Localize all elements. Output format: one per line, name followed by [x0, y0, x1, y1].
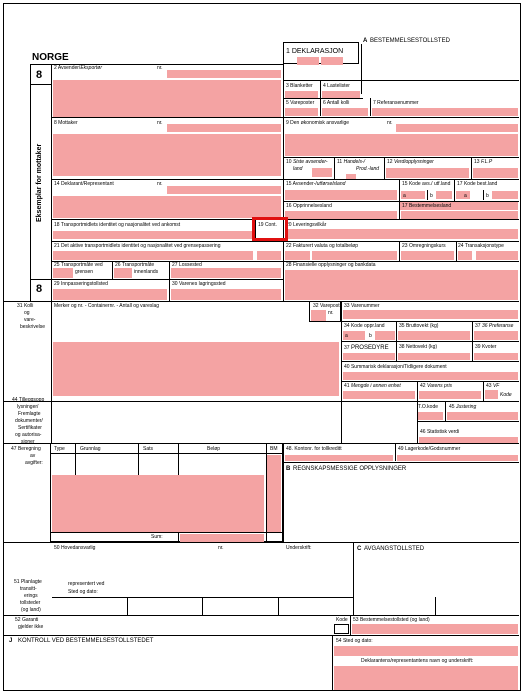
adjustment-num: 45: [449, 404, 456, 410]
divider: [399, 179, 400, 201]
warehouse-code-label: 49 Lagerkode/Godsnummer: [398, 446, 461, 452]
departure-office-label: AVGANGSTOLLSTED: [364, 546, 425, 552]
quota-field[interactable]: [474, 353, 518, 360]
divider: [30, 64, 52, 65]
item-price-field[interactable]: [419, 391, 481, 399]
export-code-label: 15 Kode avs./ utf.land: [402, 181, 451, 187]
sender-label: [54, 66, 102, 71]
divider: [283, 80, 519, 81]
tax-calc-label-3: avgifter:: [25, 460, 43, 466]
sender-label-italic: Eksportør: [80, 65, 102, 71]
adjustment-label: [449, 405, 476, 410]
principal-label: 50 Hovedansvarlig: [54, 545, 96, 551]
value-info-field[interactable]: [386, 168, 469, 178]
entry-office-label: 29 Innpasseringstollsted: [54, 281, 108, 287]
tax-calc-label-2: av: [30, 453, 36, 459]
divider: [169, 261, 170, 279]
transit-label-4: tollsteder: [20, 600, 41, 606]
additional-info-label-6: og autorisa-: [15, 432, 42, 438]
packages-label: 31 Kolli: [17, 303, 34, 309]
copy-number: 8: [36, 69, 43, 81]
additional-info-label-7: sjoner: [21, 439, 35, 445]
transaction-type-label: 24 Transaksjonstype: [458, 243, 504, 249]
divider: [51, 301, 52, 443]
divider: [417, 421, 519, 422]
packages-label-3: vare-: [24, 317, 36, 323]
highlight-box: [252, 217, 288, 241]
box-a-label: BESTEMMELSESTOLLSTED: [370, 38, 450, 44]
divider: [332, 635, 333, 691]
prod-country-label: Prod.-land: [356, 166, 380, 172]
origin-code-b[interactable]: [375, 331, 395, 340]
item-price-num: 42: [420, 383, 427, 389]
package-count-label: 6 Antall kolli: [323, 100, 350, 106]
divider: [384, 157, 385, 179]
destination-country-label: 17 Bestemmelsesland: [402, 203, 452, 209]
destination-country-field[interactable]: [401, 211, 518, 219]
to-code-label: T.O.kode: [418, 404, 439, 410]
declarant-signature-field[interactable]: [334, 666, 518, 690]
quota-num: 39 Kvoter: [475, 344, 497, 350]
preference-text: 36 Preferanse: [481, 323, 514, 329]
item-count-label: 5 Vareposter: [286, 100, 315, 106]
divider: [341, 381, 519, 382]
last-sender-text: Siste avsender-: [292, 159, 328, 165]
divider: [395, 443, 396, 461]
origin-country-field[interactable]: [285, 211, 397, 219]
flp-label: [474, 160, 492, 165]
divider: [361, 44, 362, 94]
sender-label-text: 2 Avsender/: [54, 65, 81, 71]
border-mode-label: 25 Transportmåte ved: [54, 262, 103, 268]
divider: [283, 443, 284, 542]
divider: [30, 279, 52, 280]
adjustment-field[interactable]: [447, 412, 518, 420]
declarant-nr-label: nr.: [157, 181, 163, 187]
border-mode-sub: grensen: [75, 269, 94, 275]
warehouse-code-field[interactable]: [397, 455, 518, 461]
previous-document-label: 40 Summarisk deklarasjon/Tidligere dokument: [344, 364, 447, 370]
commodity-code-label: 33 Varenummer: [344, 303, 380, 309]
packages-label-4: beskrivelse: [20, 324, 46, 330]
statistical-value-label: 46 Statistisk verdi: [420, 429, 460, 435]
procedure-field[interactable]: [343, 353, 395, 360]
divider: [283, 98, 363, 99]
trade-country-text: Handels-/: [343, 159, 365, 165]
consignee-field[interactable]: [53, 134, 281, 176]
divider: [283, 64, 284, 302]
item-number-label: 32 Varepost: [313, 303, 340, 309]
valuation-num: 43: [486, 383, 493, 389]
goods-description-field[interactable]: [53, 342, 339, 396]
container-label: 19 Cont.: [258, 222, 277, 228]
accounting-info-label: REGNSKAPSMESSIGE OPPLYSNINGER: [293, 466, 407, 472]
delivery-terms-label: 20 Leveringsvilkår: [286, 222, 327, 228]
place-date-label: Sted og dato:: [68, 589, 98, 595]
divider: [3, 301, 519, 302]
additional-info-label: 44 Tilleggsopp: [12, 397, 45, 403]
item-number-field[interactable]: [311, 310, 326, 321]
valuation-text: VF: [492, 383, 500, 389]
inland-mode-sub: innenlands: [134, 269, 159, 275]
divider: [341, 301, 342, 443]
country-title: NORGE: [32, 52, 69, 63]
valuation-label: [486, 384, 499, 389]
divider: [483, 190, 484, 200]
storage-place-field[interactable]: [171, 289, 281, 300]
box-a-letter: A: [363, 38, 368, 44]
sum-field[interactable]: [180, 534, 264, 542]
sender-nr-label: nr.: [157, 65, 163, 71]
divider: [30, 84, 52, 85]
destination-office-label: 53 Bestemmelsestollsted (og land): [353, 617, 430, 623]
divider: [202, 597, 203, 615]
trade-country-label: [337, 160, 365, 165]
transit-label-3: erings: [24, 593, 38, 599]
declarant-label: 14 Deklarant/Representant: [54, 181, 114, 187]
net-weight-field[interactable]: [398, 353, 470, 360]
credit-account-field[interactable]: [285, 455, 393, 461]
responsible-nr-label: nr.: [387, 120, 393, 126]
payment-method-field[interactable]: [267, 455, 281, 532]
forms-label: 3 Blanketter: [286, 83, 313, 89]
divider: [283, 462, 519, 463]
marks-label: Merker og nr. - Containernr. - Antall og vareslag: [54, 303, 160, 309]
col-bm: BM: [270, 446, 278, 452]
divider: [51, 241, 519, 242]
valuation-field[interactable]: [485, 390, 498, 399]
divider: [112, 261, 113, 279]
guarantee-code-field[interactable]: [334, 624, 349, 634]
divider: [51, 279, 283, 280]
represented-by-label: representert ved: [68, 581, 105, 587]
divider: [353, 542, 354, 615]
value-info-num: 12: [387, 159, 394, 165]
divider: [456, 241, 457, 261]
border-mode-field[interactable]: [53, 268, 73, 278]
tax-lines-field[interactable]: [52, 475, 264, 532]
commodity-code-field[interactable]: [343, 310, 518, 319]
field-1-cell[interactable]: [321, 57, 343, 65]
transit-label-2: transitt-: [20, 586, 37, 592]
additional-info-label-3: Fremlagte: [18, 411, 41, 417]
export-country-field[interactable]: [285, 190, 397, 200]
declarant-nr-field[interactable]: [167, 186, 281, 194]
storage-place-label: 30 Varenes lagringssted: [172, 281, 226, 287]
exchange-rate-field[interactable]: [401, 251, 454, 260]
trade-country-num: 11: [337, 159, 344, 165]
previous-document-field[interactable]: [343, 372, 518, 380]
destination-control-label: KONTROLL VED BESTEMMELSESTOLLSTEDET: [18, 638, 154, 644]
supplementary-units-num: 41: [344, 383, 351, 389]
col-amount: Beløp: [207, 446, 221, 452]
divider: [3, 615, 519, 616]
consignee-label: 8 Mottaker: [54, 120, 78, 126]
divider: [341, 341, 519, 342]
last-sender-field[interactable]: [312, 168, 332, 177]
inland-mode-field[interactable]: [114, 268, 132, 278]
divider: [30, 64, 31, 301]
transit-label: 51 Planlagte: [14, 579, 42, 585]
guarantee-code-label: Kode: [336, 617, 348, 623]
copy-purpose-label: Eksemplar for mottaker: [36, 143, 43, 222]
dest-code-label: 17 Kode best.land: [457, 181, 498, 187]
gross-weight-field[interactable]: [398, 331, 470, 340]
divider: [341, 321, 519, 322]
divider: [278, 597, 279, 615]
load-lists-field[interactable]: [322, 91, 360, 98]
preference-field[interactable]: [474, 331, 518, 340]
divider: [169, 279, 170, 301]
currency-amount-field[interactable]: [312, 251, 397, 260]
last-sender-num: 10: [286, 159, 293, 165]
export-country-label: [286, 182, 345, 187]
divider: [3, 635, 519, 636]
forms-field[interactable]: [285, 91, 318, 98]
divider: [417, 381, 418, 401]
export-country-text: utførselsland: [316, 181, 346, 187]
divider: [370, 98, 371, 116]
col-rate: Sats: [143, 446, 154, 452]
border-transport-nat-field[interactable]: [257, 251, 281, 260]
copy-number-bottom: 8: [36, 283, 43, 295]
reference-field[interactable]: [372, 108, 518, 116]
flp-field[interactable]: [473, 168, 518, 178]
divider: [3, 542, 519, 543]
export-country-num: 15 Avsender-/: [286, 181, 317, 187]
exchange-rate-label: 23 Omregningskurs: [402, 243, 446, 249]
divider: [283, 157, 519, 158]
divider: [341, 361, 519, 362]
subfield-b: b: [369, 333, 372, 339]
unloading-place-label: 27 Lossested: [172, 262, 202, 268]
divider: [445, 401, 446, 421]
divider: [3, 401, 519, 402]
place-date-54-field[interactable]: [334, 646, 518, 656]
divider: [50, 532, 283, 533]
divider: [350, 615, 351, 635]
delivery-terms-field[interactable]: [285, 229, 518, 239]
flp-text: F.L.P: [480, 159, 493, 165]
responsible-field[interactable]: [285, 134, 518, 156]
load-lists-label: 4 Lastelister: [323, 83, 350, 89]
responsible-nr-field[interactable]: [396, 124, 518, 132]
consignee-nr-field[interactable]: [167, 124, 281, 132]
transport-arrival-label: 18 Transportmidlets identitet og nasjonalitet ved ankomst: [54, 222, 181, 228]
currency-label: 22 Fakturert valuta og totalbeløp: [286, 243, 358, 249]
divider: [51, 64, 52, 301]
responsible-label: 9 Den økonomisk ansvarlige: [286, 120, 350, 126]
signature-label: Underskrift:: [286, 545, 312, 551]
last-sender-land: land: [293, 166, 303, 172]
place-date-54-label: 54 Sted og dato:: [336, 638, 373, 644]
subfield-a: a: [345, 333, 348, 339]
transaction-type-a[interactable]: [458, 251, 472, 260]
additional-info-label-5: Sertifikater: [18, 425, 42, 431]
flp-num: 13: [474, 159, 481, 165]
financial-info-label: 28 Finansielle opplysninger og bankdata: [286, 262, 376, 268]
divider: [399, 241, 400, 261]
transport-arrival-field[interactable]: [53, 231, 253, 239]
subfield-a: a: [464, 193, 467, 199]
border-transport-label: 21 Det aktive transportmidlets identitet og nasjonalitet ved grensepassering: [54, 243, 221, 249]
divider: [427, 190, 428, 200]
divider: [334, 157, 335, 179]
credit-account-label: 48. Kontonr. for tollkreditt: [286, 446, 342, 452]
item-price-label: [420, 384, 452, 389]
valuation-code-label: Kode: [500, 392, 512, 398]
reference-label: 7 Referansenummer: [373, 100, 419, 106]
origin-country-label: 16 Opprinnelsesland: [286, 203, 332, 209]
transaction-type-b[interactable]: [476, 251, 518, 260]
item-count-field[interactable]: [285, 108, 318, 116]
principal-nr-label: nr.: [218, 545, 224, 551]
last-sender-label: [286, 160, 328, 165]
packages-label-2: og: [24, 310, 30, 316]
unloading-place-field[interactable]: [171, 268, 281, 278]
divider: [417, 401, 418, 443]
field-1-cell[interactable]: [297, 57, 319, 65]
consignee-nr-label: nr.: [157, 120, 163, 126]
adjustment-text: Justering: [455, 404, 477, 410]
sender-nr-field[interactable]: [167, 70, 281, 78]
value-info-label: [387, 160, 434, 165]
additional-info-label-2: lysninger/: [17, 404, 39, 410]
divider: [483, 381, 484, 401]
financial-info-field[interactable]: [285, 270, 518, 300]
box-b-letter: B: [286, 466, 291, 472]
declarant-field[interactable]: [53, 196, 281, 218]
origin-code-label: 34 Kode oppr.land: [344, 323, 385, 329]
divider: [127, 597, 128, 615]
gross-weight-label: 35 Bruttovekt (kg): [399, 323, 439, 329]
destination-office-field[interactable]: [352, 624, 518, 634]
divider: [51, 117, 519, 118]
divider: [435, 597, 436, 615]
inland-mode-label: 26 Transportmåte: [115, 262, 155, 268]
subfield-a: a: [403, 193, 406, 199]
col-basis: Grunnlag: [80, 446, 101, 452]
sum-label: Sum:: [151, 534, 163, 540]
dest-code-b[interactable]: [492, 191, 518, 199]
preference-label: [475, 324, 513, 329]
preference-num: 37: [475, 323, 481, 329]
guarantee-label-2: gjelder ikke: [18, 624, 44, 630]
dest-code-a[interactable]: [456, 191, 470, 199]
divider: [471, 157, 472, 179]
procedure-text: PROSEDYRE: [350, 345, 389, 351]
border-transport-field[interactable]: [53, 251, 253, 260]
transit-label-5: (og land): [21, 607, 41, 613]
export-code-b[interactable]: [436, 191, 452, 199]
declaration-label: 1 DEKLARASJON: [286, 48, 344, 55]
net-weight-label: 38 Nettovekt (kg): [399, 344, 438, 350]
divider: [51, 179, 519, 180]
guarantee-label: 52 Garanti: [15, 617, 39, 623]
package-count-field[interactable]: [322, 108, 368, 116]
quota-label: [475, 345, 496, 350]
divider: [50, 453, 283, 454]
entry-office-field[interactable]: [53, 289, 167, 300]
subfield-b: b: [486, 193, 489, 199]
procedure-label: [344, 345, 389, 351]
box-j-letter: J: [9, 638, 13, 644]
procedure-num: 37: [344, 345, 350, 351]
tax-calc-label: 47 Beregning: [11, 446, 41, 452]
sender-field[interactable]: [53, 80, 281, 117]
value-info-text: Verdiopplysninger: [393, 159, 434, 165]
supplementary-units-label: [344, 384, 401, 389]
item-price-text: Varens pris: [426, 383, 453, 389]
to-code-field[interactable]: [417, 412, 443, 420]
divider: [454, 179, 455, 201]
subfield-b: b: [430, 193, 433, 199]
item-number-nr: nr.: [328, 310, 334, 316]
additional-info-label-4: dokumenter/: [15, 418, 43, 424]
col-type: Type: [54, 446, 65, 452]
box-c-letter: C: [357, 546, 362, 552]
declarant-signature-label: Deklarantens/representantens navn og underskrift:: [361, 658, 474, 664]
supplementary-units-text: Mengde i annen enhet: [350, 383, 401, 389]
supplementary-units-field[interactable]: [343, 391, 415, 399]
currency-code-field[interactable]: [285, 251, 310, 260]
